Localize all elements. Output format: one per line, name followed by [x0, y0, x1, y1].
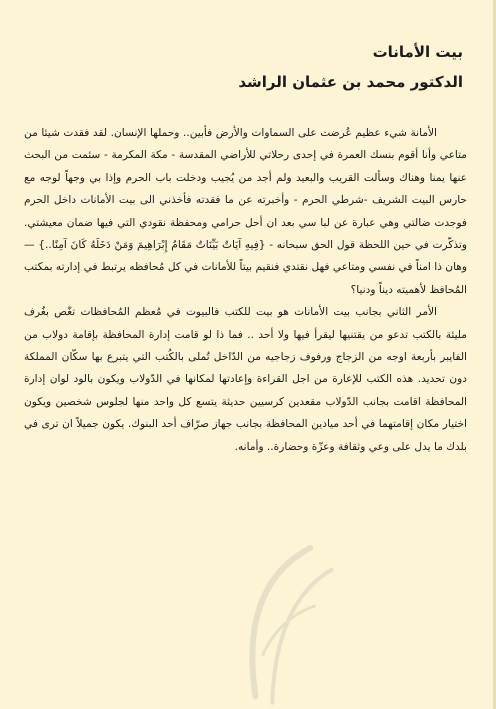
paragraph-2: الأمر الثاني بجانب بيت الأمانات هو بيت للكتب فالبيوت في مُعظم المُحافظات تغّص بغُرف مليئة بالكتب تدعو من يقتنيها ليقرأ فيها ولا أحد .. فما ذا لو قامت إدارة المحافظة بإقامة دولاب من الفايبر بأربعة اوجه من الزجاج ورفوف زجاجيه من الدّاخل تُملى بالكُتب التي يتبرع بها سكّان المملكة دون تحديد. هذه الكتب للإعارة من اجل القراءة وإعادتها لمكانها في الدّولاب ويكون بالود لوان إدارة المحافظة اقامت بجانب الدّولاب مقعدين كرسيين حديثة يتسع كل واحد منها لجلوس شخصين ويكون اختيار مكان إقامتهما في أحد ميادين المحافظة بجانب جهاز صرّاف أحد البنوك. يكون جميلاً ان ترى في بلدك ما يدل على وعي وثقافة وعزّة وحضارة.. وأمانه.	[24, 306, 467, 453]
article-author: الدكتور محمد بن عثمان الراشد	[238, 73, 463, 91]
article	[24, 38, 467, 458]
faint-watermark-stamp	[178, 518, 381, 709]
article-body	[24, 122, 467, 458]
article-title: بيت الأمانات	[372, 43, 463, 61]
paragraph-1: الأمانة شيء عظيم عُرضت على السماوات والأرض فأبين.. وحملها الإنسان. لقد فقدت شيئا من متاعي وأنا أقوم بنسك العمرة في إحدى رحلاتي للأراضي المقدسة - مكة المكرمة - سئمت من البحث عنها يمنا وهناك وسألت القريب والبعيد ولم أجد من يُجيب ودخلت باب الحرم وإذا بي وجهاً لوجه مع حارس البيت الشريف -شرطي الحرم - وأخبرته عن ما فقدته فأخذني الى بيت الأمانات داخل الحرم فوجدت ضالتي وهي عبارة عن لبا سي بعد ان أحل حرامي ومحفظة نقودي التي فيها ضمان معيشتي. وتذكّرت في حين اللحظة قول الحق سبحانه - {فِيهِ آيَاتٌ بَيِّنَاتٌ مَقَامُ إِبْرَاهِيمَ وَمَنْ دَخَلَهُ كَانَ آمِنًا..} — وهان ذا امناً في نفسي ومتاعي فهل نقتدي فنقيم بيتاً للأمانات في كل مُحافظه يرتبط في إدارته بمكتب المُحافظ لأهميته ديناً ودنيا؟	[24, 127, 467, 296]
